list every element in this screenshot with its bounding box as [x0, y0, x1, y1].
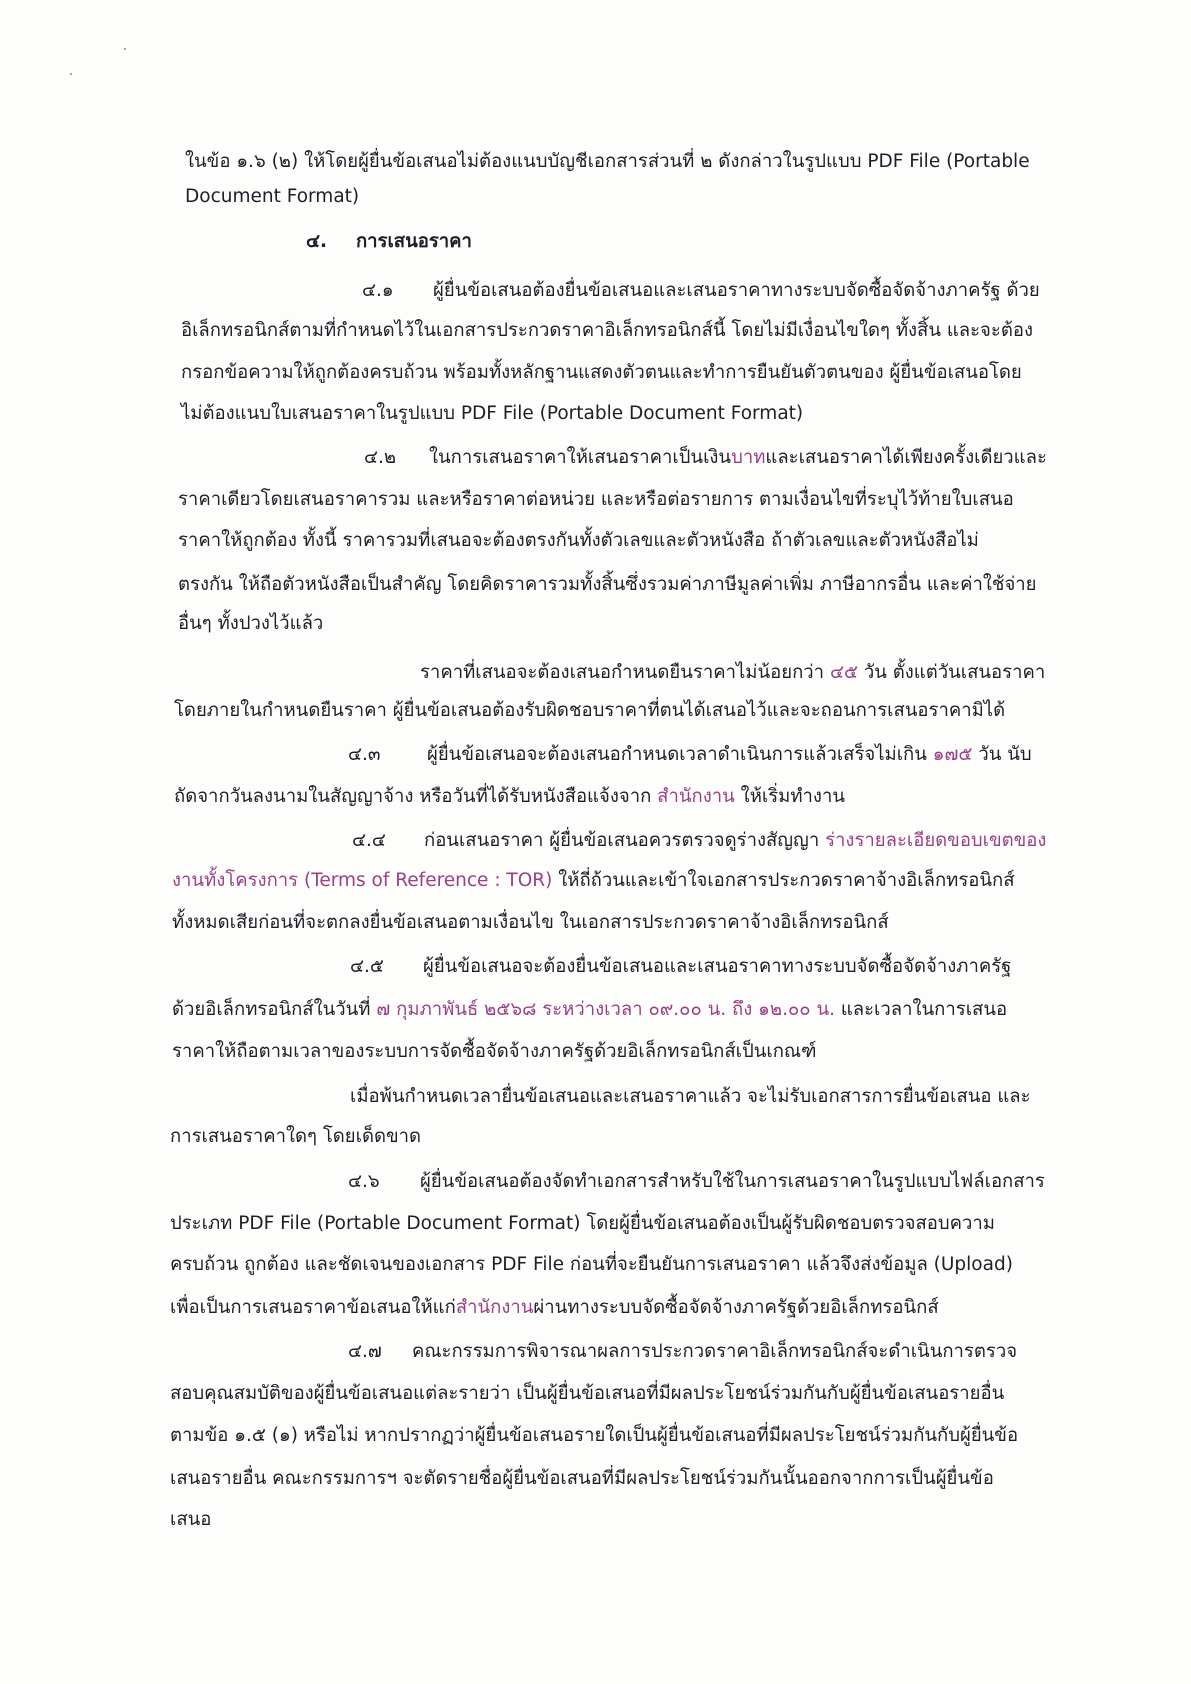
- text-line: ผู้ยื่นข้อเสนอจะต้องเสนอกำหนดเวลาดำเนินการแล้วเสร็จไม่เกิน ๑๗๕ วัน นับ: [427, 744, 1032, 765]
- text-line: ผู้ยื่นข้อเสนอต้องยื่นข้อเสนอและเสนอราคาทางระบบจัดซื้อจัดจ้างภาครัฐ ด้วย: [433, 280, 1040, 301]
- text-line: ในข้อ ๑.๖ (๒) ให้โดยผู้ยื่นข้อเสนอไม่ต้องแนบบัญชีเอกสารส่วนที่ ๒ ดังกล่าวในรูปแบบ PDF File (Portable: [185, 151, 1030, 172]
- text-line: ทั้งหมดเสียก่อนที่จะตกลงยื่นข้อเสนอตามเงื่อนไข ในเอกสารประกวดราคาจ้างอิเล็กทรอนิกส์: [172, 912, 889, 933]
- text-line: สอบคุณสมบัติของผู้ยื่นข้อเสนอแต่ละรายว่า เป็นผู้ยื่นข้อเสนอที่มีผลประโยชน์ร่วมกันกับผู้ยื่นข้อเสนอรายอื่น: [170, 1383, 1005, 1404]
- text-line: ประเภท PDF File (Portable Document Format) โดยผู้ยื่นข้อเสนอต้องเป็นผู้รับผิดชอบตรวจสอบความ: [170, 1213, 995, 1234]
- clause-number: ๔.๔: [352, 830, 386, 851]
- text-line: ราคาเดียวโดยเสนอราคารวม และหรือราคาต่อหน่วย และหรือต่อรายการ ตามเงื่อนไขที่ระบุไว้ท้ายใบเสนอ: [178, 489, 1014, 510]
- text-line: ในการเสนอราคาให้เสนอราคาเป็นเงินบาทและเสนอราคาได้เพียงครั้งเดียวและ: [429, 447, 1047, 468]
- text-line: ราคาให้ถือตามเวลาของระบบการจัดซื้อจัดจ้างภาครัฐด้วยอิเล็กทรอนิกส์เป็นเกณฑ์: [172, 1041, 817, 1062]
- text-line: ถัดจากวันลงนามในสัญญาจ้าง หรือวันที่ได้รับหนังสือแจ้งจาก สำนักงาน ให้เริ่มทำงาน: [174, 786, 845, 807]
- office-highlight: สำนักงาน: [455, 1297, 534, 1318]
- days-highlight: ๔๕: [829, 662, 858, 683]
- text-line: ก่อนเสนอราคา ผู้ยื่นข้อเสนอควรตรวจดูร่างสัญญา ร่างรายละเอียดขอบเขตของ: [424, 830, 1047, 851]
- clause-number: ๔.๖: [348, 1171, 380, 1192]
- text-line: เมื่อพ้นกำหนดเวลายื่นข้อเสนอและเสนอราคาแล้ว จะไม่รับเอกสารการยื่นข้อเสนอ และ: [350, 1086, 1031, 1107]
- text-line: ด้วยอิเล็กทรอนิกส์ในวันที่ ๗ กุมภาพันธ์ ๒๕๖๘ ระหว่างเวลา ๐๙.๐๐ น. ถึง ๑๒.๐๐ น. และเวลาในการเสนอ: [172, 999, 1008, 1020]
- text-line: คณะกรรมการพิจารณาผลการประกวดราคาอิเล็กทรอนิกส์จะดำเนินการตรวจ: [412, 1341, 1018, 1362]
- text-line: ไม่ต้องแนบใบเสนอราคาในรูปแบบ PDF File (Portable Document Format): [181, 403, 804, 424]
- text-line: โดยภายในกำหนดยืนราคา ผู้ยื่นข้อเสนอต้องรับผิดชอบราคาที่ตนได้เสนอไว้และจะถอนการเสนอราคามิได้: [174, 700, 1006, 721]
- text-line: ผู้ยื่นข้อเสนอต้องจัดทำเอกสารสำหรับใช้ในการเสนอราคาในรูปแบบไฟล์เอกสาร: [420, 1171, 1045, 1192]
- section-title: การเสนอราคา: [355, 231, 472, 252]
- text-line: อิเล็กทรอนิกส์ตามที่กำหนดไว้ในเอกสารประกวดราคาอิเล็กทรอนิกส์นี้ โดยไม่มีเงื่อนไขใดๆ ทั้งสิ้น และจะต้อง: [181, 320, 1033, 341]
- clause-number: ๔.๕: [350, 956, 384, 977]
- scan-speck: [70, 73, 72, 75]
- text-line: งานทั้งโครงการ (Terms of Reference : TOR) ให้ถี่ถ้วนและเข้าใจเอกสารประกวดราคาจ้างอิเล็กทรอนิกส์: [172, 870, 1015, 891]
- text-line: ตามข้อ ๑.๕ (๑) หรือไม่ หากปรากฏว่าผู้ยื่นข้อเสนอรายใดเป็นผู้ยื่นข้อเสนอที่มีผลประโยชน์ร่วมกันกับผู้ยื่นข้อ: [170, 1425, 1019, 1446]
- text-line: Document Format): [185, 186, 360, 207]
- clause-number: ๔.๑: [362, 280, 394, 301]
- section-number: ๔.: [306, 231, 328, 252]
- text-line: เสนอ: [170, 1509, 212, 1530]
- date-highlight: ๗ กุมภาพันธ์ ๒๕๖๘ ระหว่างเวลา ๐๙.๐๐ น. ถึง ๑๒.๐๐ น.: [376, 999, 835, 1020]
- text-line: การเสนอราคาใดๆ โดยเด็ดขาด: [170, 1126, 422, 1147]
- text-line: เพื่อเป็นการเสนอราคาข้อเสนอให้แก่สำนักงานผ่านทางระบบจัดซื้อจัดจ้างภาครัฐด้วยอิเล็กทรอนิกส์: [170, 1297, 939, 1318]
- text-line: ราคาให้ถูกต้อง ทั้งนี้ ราคารวมที่เสนอจะต้องตรงกันทั้งตัวเลขและตัวหนังสือ ถ้าตัวเลขและตัวหนังสือไม่: [178, 530, 979, 551]
- currency-highlight: บาท: [731, 447, 766, 468]
- clause-number: ๔.๗: [348, 1341, 382, 1362]
- text-line: เสนอรายอื่น คณะกรรมการฯ จะตัดรายชื่อผู้ยื่นข้อเสนอที่มีผลประโยชน์ร่วมกันนั้นออกจากการเป็นผู้ยื่นข้อ: [170, 1468, 994, 1489]
- text-line: อื่นๆ ทั้งปวงไว้แล้ว: [178, 613, 324, 634]
- text-line: ตรงกัน ให้ถือตัวหนังสือเป็นสำคัญ โดยคิดราคารวมทั้งสิ้นซึ่งรวมค่าภาษีมูลค่าเพิ่ม ภาษีอากรอื่น และค่าใช้จ่าย: [178, 574, 1037, 595]
- text-line: ผู้ยื่นข้อเสนอจะต้องยื่นข้อเสนอและเสนอราคาทางระบบจัดซื้อจัดจ้างภาครัฐ: [423, 956, 1012, 977]
- days-highlight: ๑๗๕: [932, 744, 973, 765]
- text-line: กรอกข้อความให้ถูกต้องครบถ้วน พร้อมทั้งหลักฐานแสดงตัวตนและทำการยืนยันตัวตนของ ผู้ยื่นข้อเสนอโดย: [181, 362, 1022, 383]
- scan-speck: [124, 48, 126, 50]
- clause-number: ๔.๓: [348, 744, 381, 765]
- tor-highlight: งานทั้งโครงการ (Terms of Reference : TOR): [172, 870, 553, 891]
- text-line: ราคาที่เสนอจะต้องเสนอกำหนดยืนราคาไม่น้อยกว่า ๔๕ วัน ตั้งแต่วันเสนอราคา: [420, 662, 1046, 683]
- section-heading: [306, 227, 472, 257]
- tor-highlight: ร่างรายละเอียดขอบเขตของ: [825, 830, 1047, 851]
- clause-number: ๔.๒: [364, 447, 397, 468]
- text-line: ครบถ้วน ถูกต้อง และชัดเจนของเอกสาร PDF File ก่อนที่จะยืนยันการเสนอราคา แล้วจึงส่งข้อมูล (Upload): [170, 1254, 1013, 1275]
- office-highlight: สำนักงาน: [657, 786, 735, 807]
